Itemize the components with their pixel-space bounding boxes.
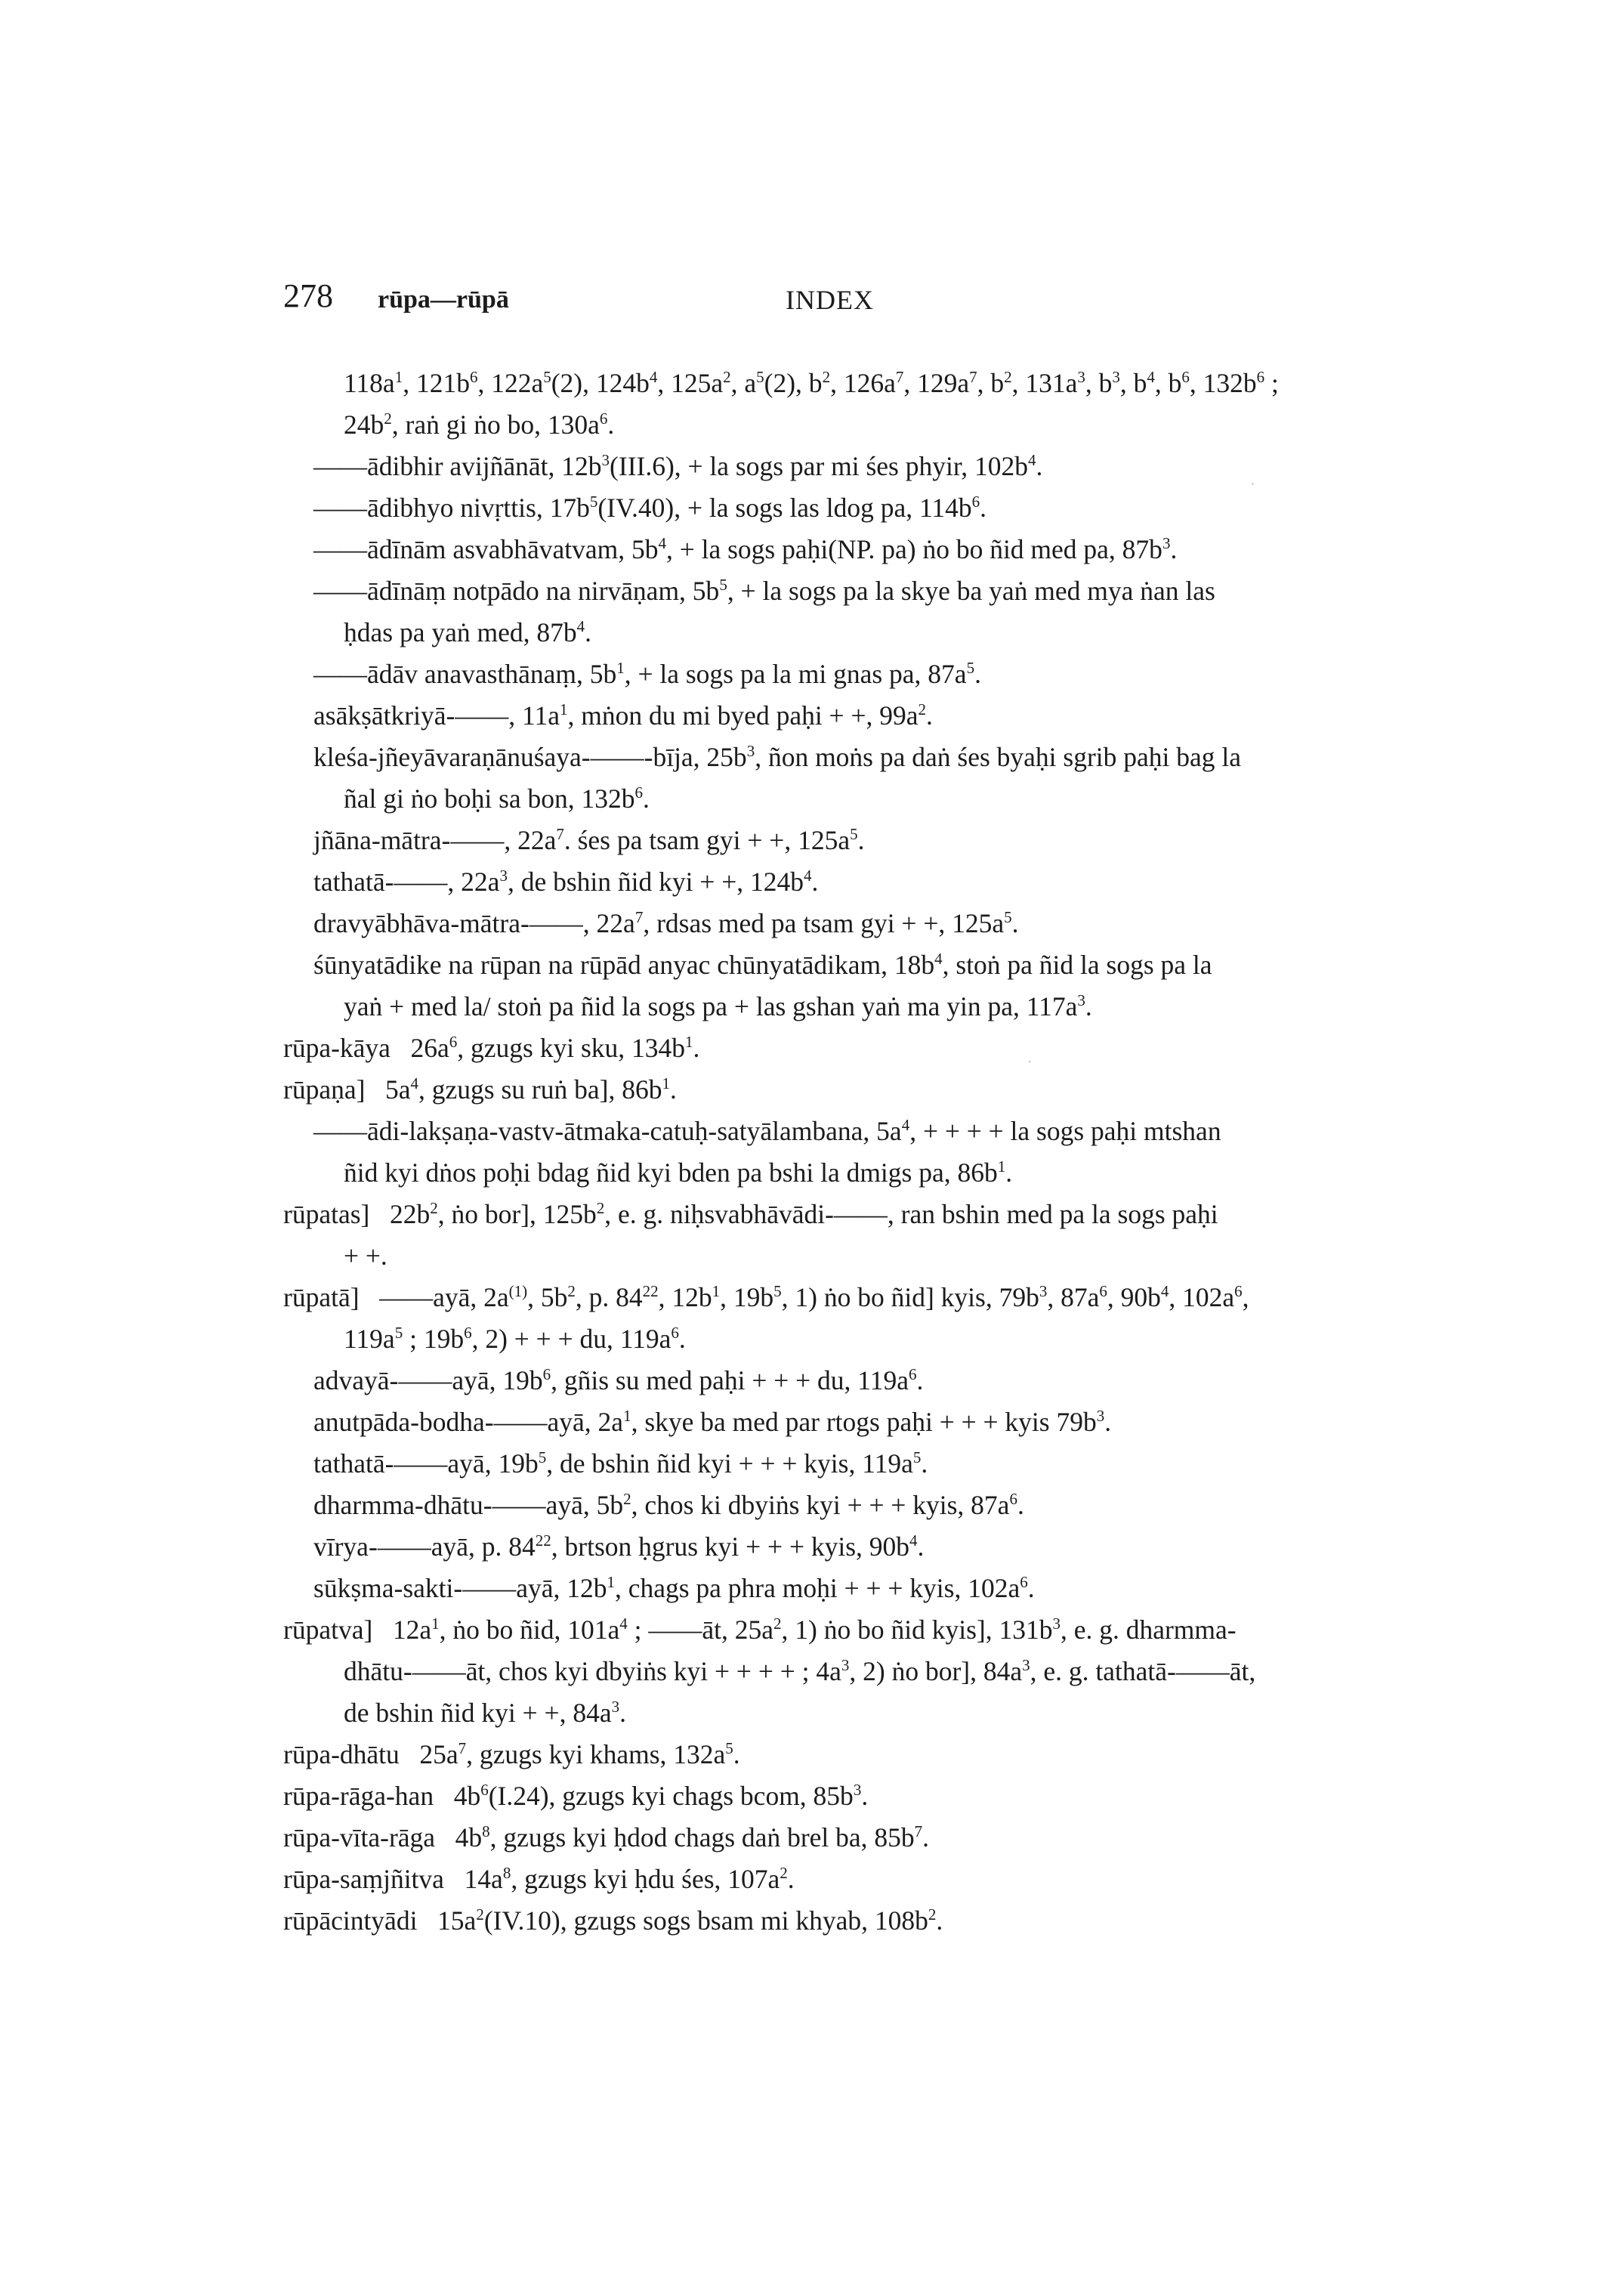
index-headword-line: rūpa-kāya $26a^6$, gzugs kyi sku, $134b^1$. — [283, 1033, 700, 1063]
index-subentry-line: advayā-——ayā, $19b^6$, gñis su med paḥi + + + du, $119a^6$. — [313, 1365, 924, 1395]
index-headword-line: rūpatā] ——ayā, $2a^{(1)}$, $5b^2$, p. $84^{22}$, $12b^1$, $19b^5$, 1) ṅo bo ñid] kyis, $79b^3$, $87a^6$, $90b^4$, $102a^6$, — [283, 1282, 1249, 1312]
index-headword-line: rūpa-vīta-rāga $4b^8$, gzugs kyi ḥdod chags daṅ brel ba, $85b^7$. — [283, 1822, 930, 1853]
index-continuation-line: $119a^5$ ; $19b^6$, 2) + + + du, $119a^6$. — [344, 1324, 686, 1354]
scan-speck: · — [1027, 1054, 1033, 1071]
index-subentry-line: tathatā-——ayā, $19b^5$, de bshin ñid kyi + + + kyis, $119a^5$. — [313, 1448, 928, 1479]
index-continuation-line: dhātu-——āt, chos kyi dbyiṅs kyi + + + + ; $4a^3$, 2) ṅo bor], $84a^3$, e. g. tathatā-——āt, — [344, 1656, 1256, 1686]
index-subentry-line: śūnyatādike na rūpan na rūpād anyac chūnyatādikam, $18b^4$, stoṅ pa ñid la sogs pa la — [313, 950, 1212, 980]
index-subentry-line: sūkṣma-sakti-——ayā, $12b^1$, chags pa phra moḥi + + + kyis, $102a^6$. — [313, 1573, 1035, 1603]
index-headword-line: rūpa-rāga-han $4b^6(I.24)$, gzugs kyi chags bcom, $85b^3$. — [283, 1781, 869, 1811]
index-subentry-line: jñāna-mātra-——, $22a^7$. śes pa tsam gyi + +, $125a^5$. — [313, 825, 865, 855]
index-subentry-line: dharmma-dhātu-——ayā, $5b^2$, chos ki dbyiṅs kyi + + + kyis, $87a^6$. — [313, 1490, 1024, 1520]
index-subentry-line: ——ādīnāṃ notpādo na nirvāṇam, $5b^5$, + la sogs pa la skye ba yaṅ med mya ṅan las — [313, 576, 1215, 606]
index-subentry-line: anutpāda-bodha-——ayā, $2a^1$, skye ba med par rtogs paḥi + + + kyis $79b^3$. — [313, 1407, 1112, 1437]
index-continuation-line: ñal gi ṅo boḥi sa bon, $132b^6$. — [344, 783, 650, 814]
index-subentry-line: vīrya-——ayā, p. $84^{22}$, brtson ḥgrus kyi + + + kyis, $90b^4$. — [313, 1531, 925, 1562]
index-subentry-line: ——ādīnām asvabhāvatvam, $5b^4$, + la sogs paḥi(NP. pa) ṅo bo ñid med pa, $87b^3$. — [313, 534, 1178, 564]
page-number: 278 — [283, 277, 333, 314]
index-subentry-line: kleśa-jñeyāvaraṇānuśaya-——-bīja, $25b^3$, ñon moṅs pa daṅ śes byaḥi sgrib paḥi bag la — [313, 742, 1242, 772]
index-headword-line: rūpācintyādi $15a^2(IV.10)$, gzugs sogs bsam mi khyab, $108b^2$. — [283, 1905, 943, 1936]
running-head-range: rūpa—rūpā — [378, 286, 509, 314]
index-headword-line: rūpa-dhātu $25a^7$, gzugs kyi khams, $132a^5$. — [283, 1739, 740, 1769]
index-subentry-line: ——ādāv anavasthānaṃ, $5b^1$, + la sogs pa la mi gnas pa, $87a^5$. — [313, 659, 981, 689]
index-subentry-line: dravyābhāva-mātra-——, $22a^7$, rdsas med pa tsam gyi + +, $125a^5$. — [313, 908, 1019, 938]
index-subentry-line: ——ādibhyo nivṛttis, $17b^5(IV.40)$, + la sogs las ldog pa, $114b^6$. — [313, 493, 987, 523]
index-entries — [283, 363, 1435, 1942]
index-headword-line: rūpatva] $12a^1$, ṅo bo ñid, $101a^4$ ; ——āt, $25a^2$, 1) ṅo bo ñid kyis], $131b^3$, e. g. dharmma- — [283, 1615, 1237, 1645]
index-continuation-line: $24b^2$, raṅ gi ṅo bo, $130a^6$. — [344, 409, 615, 440]
index-subentry-line: tathatā-——, $22a^3$, de bshin ñid kyi + +, $124b^4$. — [313, 867, 819, 897]
index-continuation-line: ñid kyi dṅos poḥi bdag ñid kyi bden pa bshi la dmigs pa, $86b^1$. — [344, 1157, 1013, 1188]
running-head-title: INDEX — [786, 285, 874, 315]
index-continuation-line: de bshin ñid kyi + +, $84a^3$. — [344, 1698, 626, 1728]
index-headword-line: rūpatas] $22b^2$, ṅo bor], $125b^2$, e. g. niḥsvabhāvādi-——, ran bshin med pa la sogs paḥi — [283, 1199, 1218, 1229]
index-headword-line: rūpaṇa] $5a^4$, gzugs su ruṅ ba], $86b^1$. — [283, 1074, 677, 1105]
index-subentry-line: ——ādibhir avijñānāt, $12b^3(III.6)$, + la sogs par mi śes phyir, $102b^4$. — [313, 451, 1043, 481]
index-subentry-line: asākṣātkriyā-——, $11a^1$, mṅon du mi byed paḥi + +, $99a^2$. — [313, 700, 933, 731]
index-continuation-line: ḥdas pa yaṅ med, $87b^4$. — [344, 617, 591, 647]
scan-speck: · — [1250, 476, 1255, 493]
index-continuation-line: yaṅ + med la/ stoṅ pa ñid la sogs pa + las gshan yaṅ ma yin pa, $117a^3$. — [344, 991, 1092, 1021]
index-continuation-line: + +. — [344, 1241, 387, 1271]
index-subentry-line: ——ādi-lakṣaṇa-vastv-ātmaka-catuḥ-satyālambana, $5a^4$, + + + + la sogs paḥi mtshan — [313, 1116, 1221, 1146]
index-headword-line: rūpa-saṃjñitva $14a^8$, gzugs kyi ḥdu śes, $107a^2$. — [283, 1864, 795, 1894]
index-continuation-line: $118a^1$, $121b^6$, $122a^5(2)$, $124b^4$, $125a^2$, $a^5(2)$, $b^2$, $126a^7$, $129a^7$, $b^2$, $131a^3$, $b^3$, $b^4$, $b^6$, $132b^6$ ; — [344, 368, 1279, 398]
